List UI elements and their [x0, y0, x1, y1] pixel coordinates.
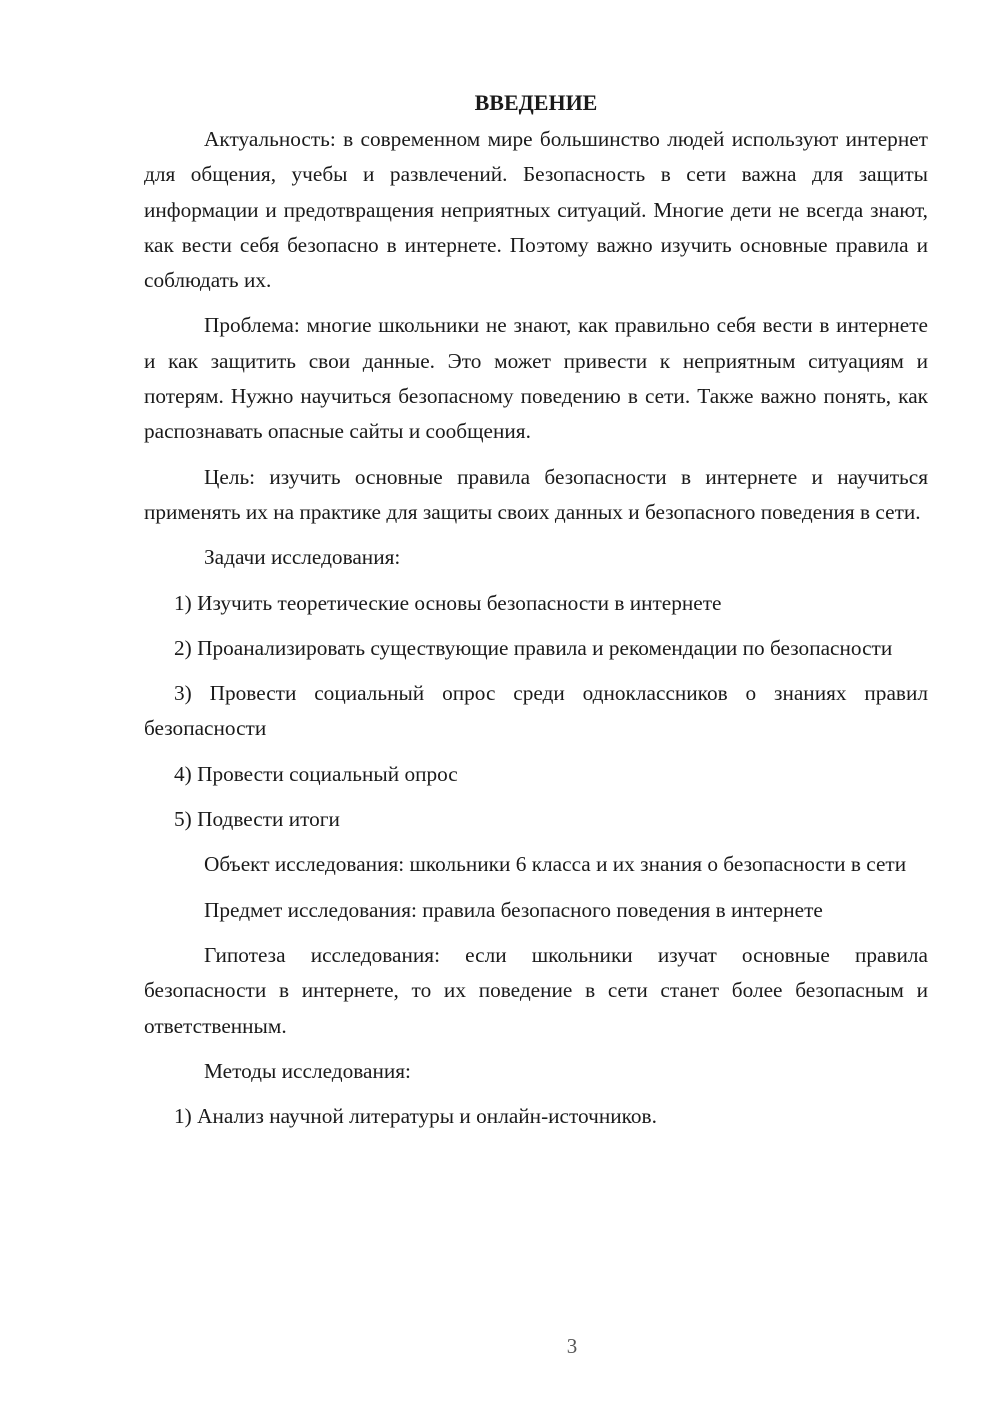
list-item-task-4: 4) Провести социальный опрос	[174, 761, 458, 786]
tasks-title: Задачи исследования:	[204, 545, 401, 570]
page-title: ВВЕДЕНИЕ	[474, 90, 598, 115]
paragraph-hypothesis: Гипотеза исследования: если школьники изучат основные правила безопасности в интернете, то их поведение в сети станет более безопасным и ответственным.	[144, 942, 928, 1038]
list-item-task-2: 2) Проанализировать существующие правила и рекомендации по безопасности	[174, 635, 893, 660]
paragraph-relevance: Актуальность: в современном мире большинство людей используют интернет для общения, учебы и развлечений. Безопасность в сети важна для защиты информации и предотвращения неприятных ситуаций. Многие дети не всегда знают, как вести себя безопасно в интернете. Поэтому важно изучить основные правила и соблюдать их.	[144, 127, 928, 293]
list-item-task-5: 5) Подвести итоги	[174, 807, 340, 832]
paragraph-object: Объект исследования: школьники 6 класса и их знания о безопасности в сети	[204, 852, 907, 877]
list-item-method-1: 1) Анализ научной литературы и онлайн-источников.	[174, 1104, 657, 1129]
methods-title: Методы исследования:	[204, 1058, 411, 1083]
paragraph-problem: Проблема: многие школьники не знают, как правильно себя вести в интернете и как защитить свои данные. Это может привести к неприятным ситуациям и потерям. Нужно научиться безопасному поведению в сети. Также важно понять, как распознавать опасные сайты и сообщения.	[144, 313, 928, 444]
paragraph-goal: Цель: изучить основные правила безопасности в интернете и научиться применять их на практике для защиты своих данных и безопасного поведения в сети.	[144, 464, 928, 524]
list-item-task-1: 1) Изучить теоретические основы безопасности в интернете	[174, 590, 722, 615]
page-number: 3	[566, 1334, 578, 1358]
paragraph-subject: Предмет исследования: правила безопасного поведения в интернете	[204, 897, 823, 922]
document-page	[144, 90, 928, 1144]
list-item-task-3: 3) Провести социальный опрос среди одноклассников о знаниях правил безопасности	[144, 681, 928, 741]
